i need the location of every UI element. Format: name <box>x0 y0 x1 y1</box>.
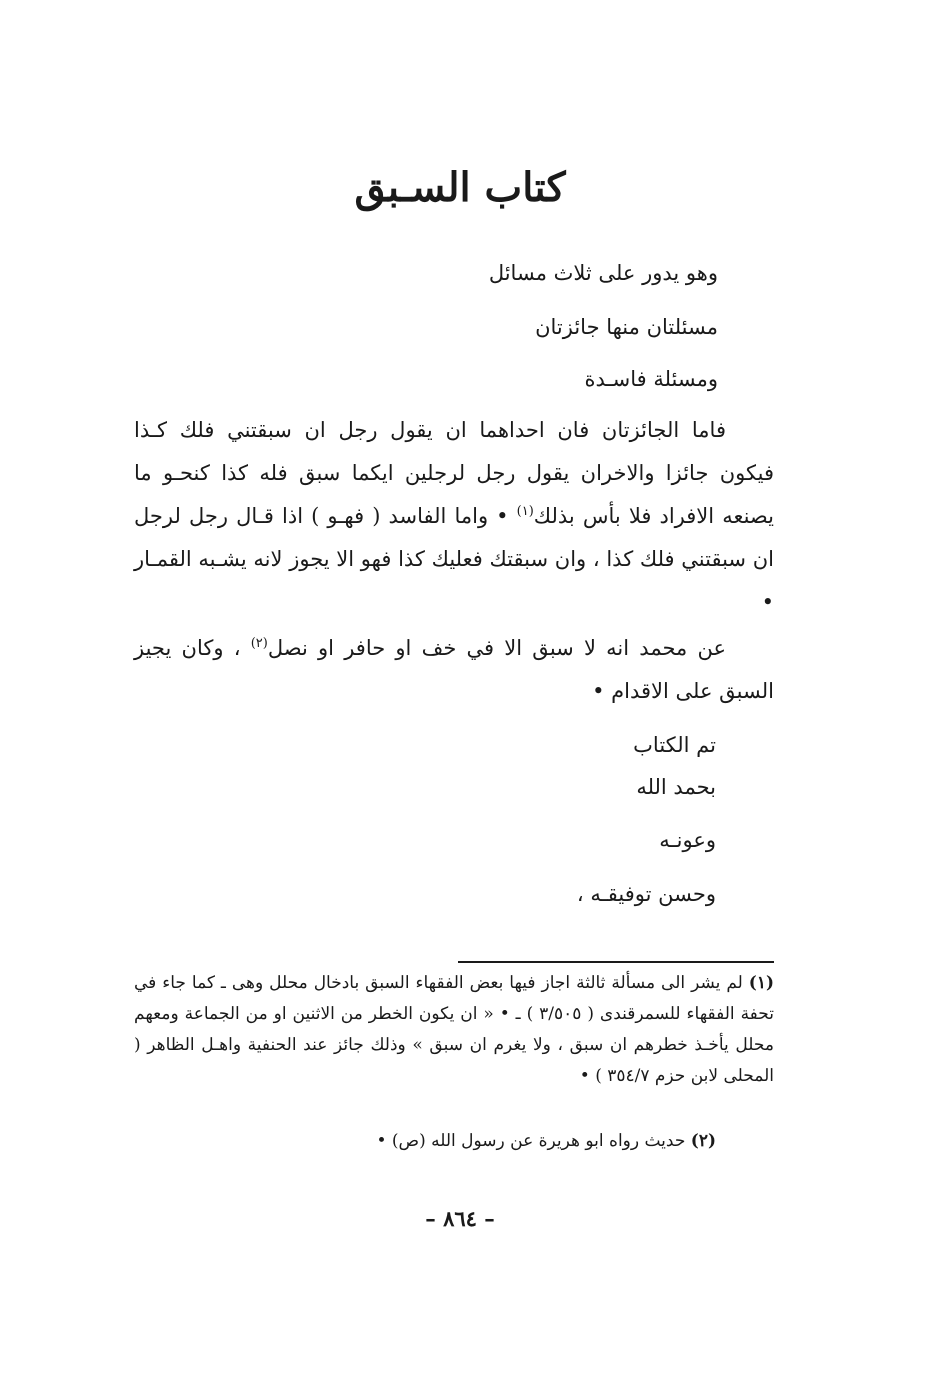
footnote-2-text: حديث رواه ابو هريرة عن رسول الله (ص) • <box>376 1131 686 1151</box>
intro-line-3: ومسئلة فاسـدة <box>584 367 718 391</box>
page-number: – ٨٦٤ – <box>425 1206 495 1231</box>
footnote-separator <box>458 961 774 963</box>
footnote-ref-2[interactable]: (٢) <box>250 636 268 651</box>
footnote-2 <box>134 1126 774 1157</box>
footnote-2-number: (٢) <box>690 1131 716 1151</box>
paragraph-2-text-a: عن محمد انه لا سبق الا في خف او حافر او نصل <box>267 636 726 660</box>
paragraph-muhammad <box>134 627 774 713</box>
intro-line-2: مسئلتان منها جائزتان <box>535 315 718 339</box>
paragraph-1-text-b: • واما الفاسد ( فهـو ) اذا قـال رجل لرجل ان سبقتني فلك كذا ، وان سبقتك فعليك كذا فهو الا يجوز لانه يشـبه القمـار • <box>134 504 774 614</box>
closing-line-1: تم الكتاب <box>633 733 716 757</box>
paragraph-2-text-b: ، وكان يجيز السبق على الاقدام • <box>134 636 774 703</box>
chapter-title: كتاب السـبق <box>354 164 566 211</box>
intro-line-1: وهو يدور على ثلاث مسائل <box>488 261 718 285</box>
closing-line-2: بحمد الله <box>636 775 716 799</box>
footnote-1 <box>134 968 774 1092</box>
footnote-ref-1[interactable]: (١) <box>516 504 534 519</box>
closing-line-3: وعونـه <box>659 828 716 852</box>
footnote-1-text: لم يشر الى مسألة ثالثة اجاز فيها بعض الفقهاء السبق بادخال محلل وهى ـ كما جاء في تحفة الفقهاء للسمرقندى ( ٣/٥٠٥ ) ـ • « ان يكون الخطر من الاثنين او من الجماعة ومعهم محلل يأخـذ خطرهم ان سبق ، ولا يغرم ان سبق » وذلك جائز عند الحنفية واهـل الظاهر ( المحلى لابن حزم ٣٥٤/٧ ) • <box>134 973 774 1086</box>
closing-line-4: وحسن توفيقـه ، <box>576 882 716 906</box>
paragraph-valid-and-invalid <box>134 409 774 624</box>
footnote-1-number: (١) <box>748 973 774 993</box>
paragraph-1-text-a: فاما الجائزتان فان احداهما ان يقول رجل ان سبقتني فلك كـذا فيكون جائزا والاخران يقول رجل لرجلين ايكما سبق فله كذا كنحـو ما يصنعه الافراد فلا بأس بذلك <box>134 418 774 528</box>
